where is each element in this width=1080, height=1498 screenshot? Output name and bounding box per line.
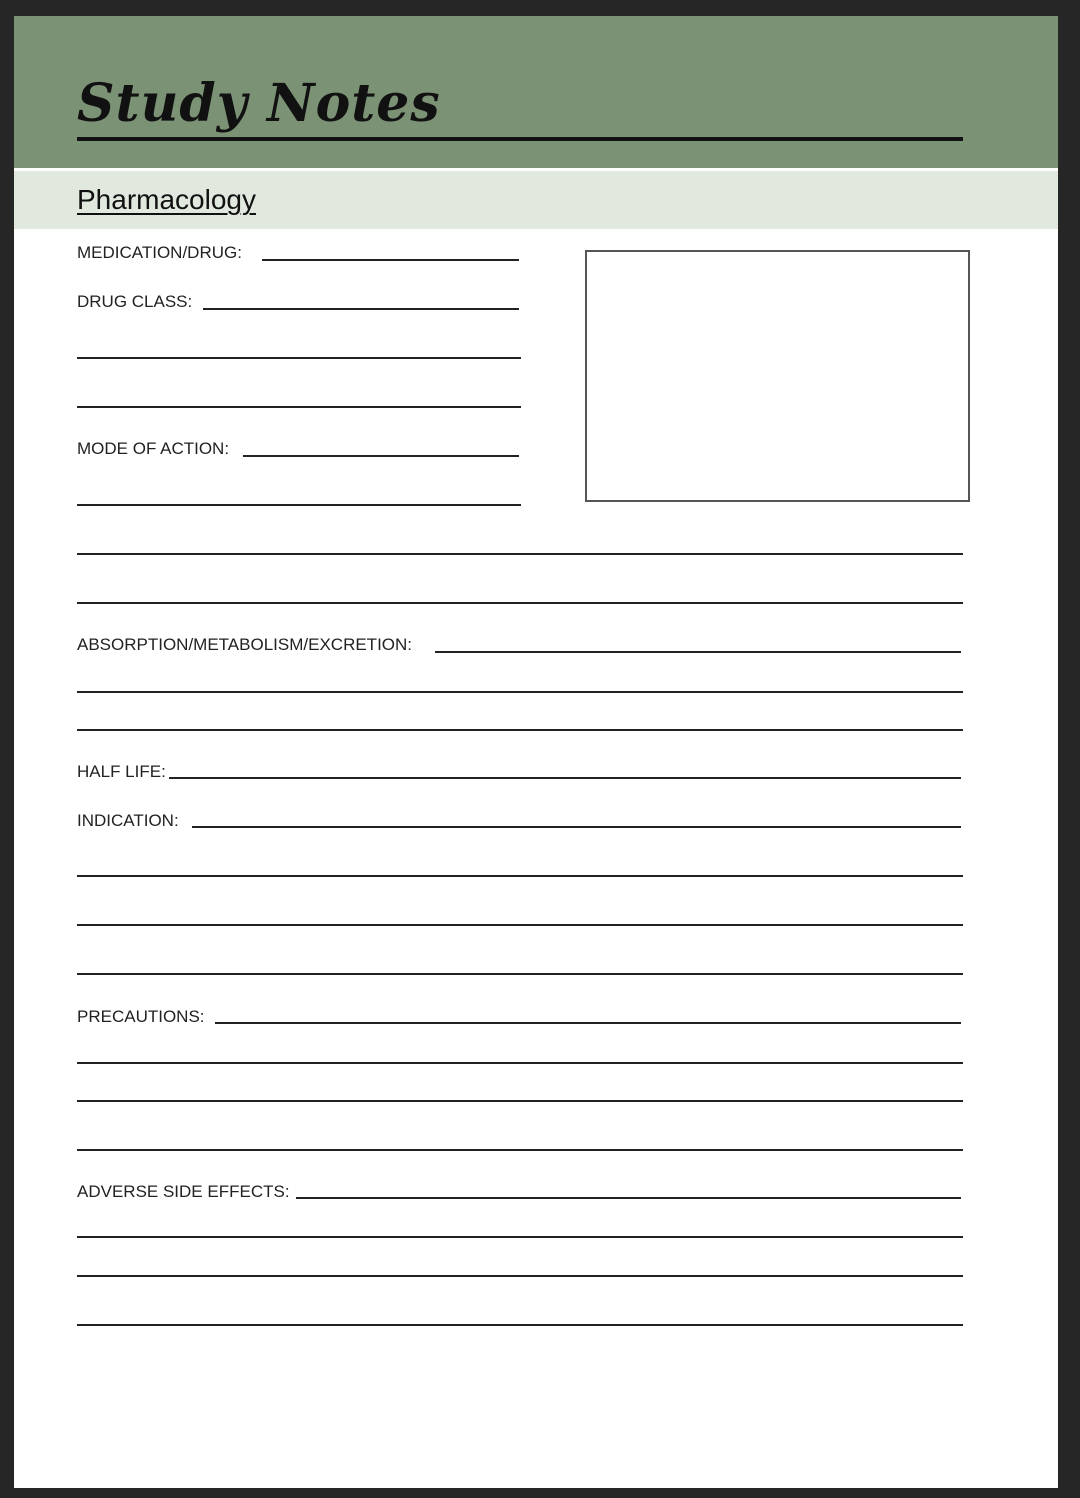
medication-line[interactable] bbox=[262, 259, 519, 261]
adverse-effects-line[interactable] bbox=[296, 1197, 961, 1199]
drug-class-label: DRUG CLASS: bbox=[77, 292, 193, 311]
absorption-line[interactable] bbox=[435, 651, 961, 653]
blank-line[interactable] bbox=[77, 973, 963, 975]
half-life-label: HALF LIFE: bbox=[77, 762, 166, 781]
mode-of-action-line[interactable] bbox=[243, 455, 519, 457]
blank-line[interactable] bbox=[77, 1100, 963, 1102]
adverse-effects-label: ADVERSE SIDE EFFECTS: bbox=[77, 1182, 290, 1201]
mode-of-action-label: MODE OF ACTION: bbox=[77, 439, 230, 458]
blank-line[interactable] bbox=[77, 1236, 963, 1238]
indication-line[interactable] bbox=[192, 826, 961, 828]
drug-class-line[interactable] bbox=[203, 308, 519, 310]
blank-line[interactable] bbox=[77, 691, 963, 693]
absorption-label: ABSORPTION/METABOLISM/EXCRETION: bbox=[77, 635, 413, 654]
notes-page bbox=[14, 16, 1058, 1488]
blank-line[interactable] bbox=[77, 406, 521, 408]
title-underline bbox=[77, 137, 963, 141]
precautions-line[interactable] bbox=[215, 1022, 961, 1024]
blank-line[interactable] bbox=[77, 875, 963, 877]
blank-line[interactable] bbox=[77, 924, 963, 926]
blank-line[interactable] bbox=[77, 1275, 963, 1277]
blank-line[interactable] bbox=[77, 504, 521, 506]
blank-line[interactable] bbox=[77, 1149, 963, 1151]
page-subtitle: Pharmacology bbox=[77, 184, 256, 215]
blank-line[interactable] bbox=[77, 1324, 963, 1326]
blank-line[interactable] bbox=[77, 357, 521, 359]
medication-label: MEDICATION/DRUG: bbox=[77, 243, 242, 262]
blank-line[interactable] bbox=[77, 553, 963, 555]
blank-line[interactable] bbox=[77, 602, 963, 604]
blank-line[interactable] bbox=[77, 729, 963, 731]
blank-line[interactable] bbox=[77, 1062, 963, 1064]
image-placeholder-box[interactable] bbox=[585, 250, 970, 502]
page-title: Study Notes bbox=[77, 73, 441, 134]
precautions-label: PRECAUTIONS: bbox=[77, 1007, 205, 1026]
half-life-line[interactable] bbox=[169, 777, 961, 779]
indication-label: INDICATION: bbox=[77, 811, 179, 830]
